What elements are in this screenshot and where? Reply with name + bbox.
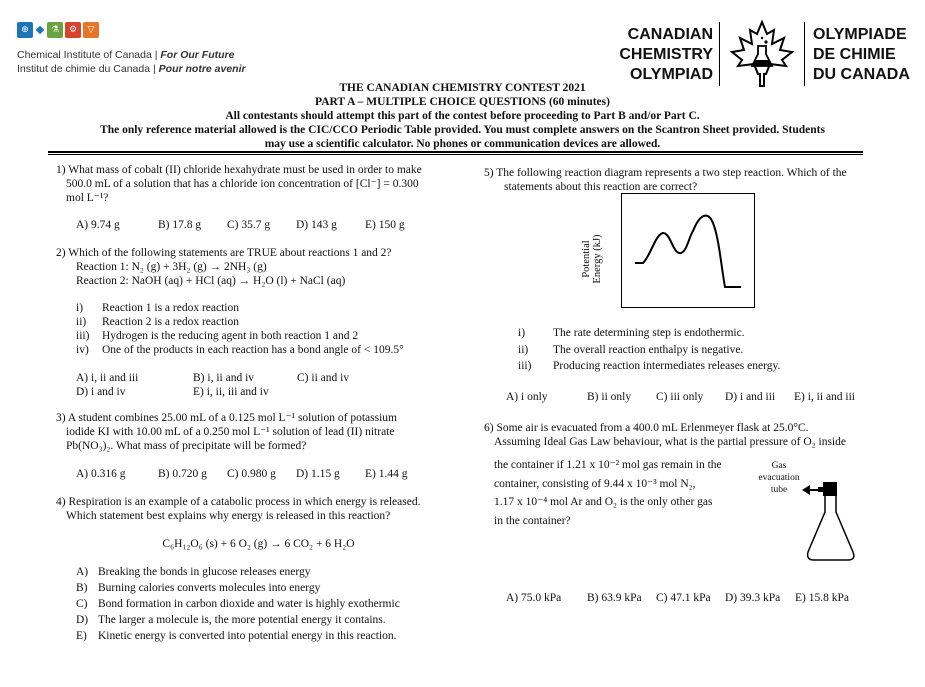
cco-title-fr: OLYMPIADE DE CHIMIE DU CANADA (813, 26, 910, 83)
diamond-icon (36, 26, 44, 34)
question-3-options (76, 467, 456, 481)
gas-tube-label: Gas evacuation tube (758, 461, 800, 495)
option-d[interactable]: D) 1.15 g (296, 468, 340, 480)
cic-tagline-en: For Our Future (160, 49, 235, 61)
question-6-options (506, 591, 886, 605)
option-e[interactable]: E) i, ii, iii and iv (193, 386, 269, 398)
question-5-options (506, 390, 886, 404)
cco-title-en: CANADIAN CHEMISTRY OLYMPIAD (619, 26, 713, 83)
arrow-left-icon (802, 485, 810, 495)
respiration-equation: C₆H₁₂O₆ (s) + 6 O₂ (g) → 6 CO₂ + 6 H₂O (162, 538, 355, 550)
question-6-body: the container if 1.21 x 10⁻² mol gas remain in the container, consisting of 9.44 x 10⁻³ mol N₂, 1.17 x 10⁻⁴ mol Ar and O₂ is the only other gas in the container? (494, 459, 722, 527)
option-b[interactable]: B) Burning calories converts molecules into energy (76, 582, 321, 594)
cic-name-en: Chemical Institute of Canada | (17, 49, 158, 61)
question-5: 5) The following reaction diagram represents a two step reaction. Which of the statements about this reaction are correct? (484, 167, 847, 193)
divider (48, 151, 863, 153)
option-a[interactable]: A) i only (506, 391, 548, 403)
divider (48, 154, 863, 155)
option-e[interactable]: E) 150 g (365, 219, 405, 231)
csct-logo-icon: ▽ (83, 22, 99, 38)
erlenmeyer-flask-illustration (796, 468, 864, 566)
question-2-options (76, 371, 456, 401)
option-a[interactable]: A) 9.74 g (76, 219, 120, 231)
option-d[interactable]: D) i and iii (725, 391, 776, 403)
divider (719, 22, 720, 86)
option-b[interactable]: B) ii only (587, 391, 632, 403)
divider (804, 22, 805, 86)
question-1: 1) What mass of cobalt (II) chloride hexahydrate must be used in order to make 500.0 mL of a solution that has a chloride ion concentration of [Cl⁻] = 0.300 mol L⁻¹? (56, 164, 422, 204)
option-c[interactable]: C) Bond formation in carbon dioxide and water is highly exothermic (76, 598, 400, 610)
statement: iii) Producing reaction intermediates releases energy. (518, 360, 781, 372)
option-c[interactable]: C) 47.1 kPa (656, 592, 711, 604)
option-e[interactable]: E) 15.8 kPa (795, 592, 849, 604)
ccce-logo-icon: ⚙ (65, 22, 81, 38)
cic-tagline-fr: Pour notre avenir (158, 63, 246, 75)
option-d[interactable]: D) 143 g (296, 219, 337, 231)
option-b[interactable]: B) 0.720 g (158, 468, 207, 480)
option-a[interactable]: A) i, ii and iii (76, 372, 139, 384)
option-c[interactable]: C) 35.7 g (227, 219, 271, 231)
maple-leaf-flask-icon (726, 18, 798, 90)
question-4: 4) Respiration is an example of a catabolic process in which energy is released. Which statement best explains why energy is released in this reaction? (56, 496, 421, 522)
statement: ii) The overall reaction enthalpy is negative. (518, 343, 744, 356)
cic-name-fr: Institut de chimie du Canada | (17, 63, 156, 75)
option-e[interactable]: E) 1.44 g (365, 468, 408, 480)
option-c[interactable]: C) 0.980 g (227, 468, 276, 480)
contest-title: THE CANADIAN CHEMISTRY CONTEST 2021 PART A – MULTIPLE CHOICE QUESTIONS (60 minutes) All contestants should attempt this part of the contest before proceeding to Part B and/or Part C. The only reference material allowed is the CIC/CCO Periodic Table provided. You must complete answers on the Scantron Sheet provided. Students may use a scientific calculator. No phones or communication devices are allowed. (100, 82, 825, 150)
question-3: 3) A student combines 25.00 mL of a 0.125 mol L⁻¹ solution of potassium iodide KI with 10.00 mL of a 0.250 mol L⁻¹ solution of lead (II) nitrate Pb(NO₃)₂. What mass of precipitate will be formed? (56, 412, 397, 452)
energy-axis-label: Potential Energy (kJ) (581, 234, 603, 284)
statement: ii) Reaction 2 is a redox reaction (76, 316, 239, 328)
statement: i) Reaction 1 is a redox reaction (76, 302, 239, 314)
question-4-options (76, 564, 476, 644)
reaction-1: Reaction 1: N₂ (g) + 3H₂ (g) → 2NH₃ (g) (76, 261, 267, 273)
option-a[interactable]: A) Breaking the bonds in glucose releases energy (76, 566, 311, 578)
cic-logo-strip (17, 22, 99, 38)
csc-logo-icon: ⚗ (47, 22, 63, 38)
option-e[interactable]: E) Kinetic energy is converted into potential energy in this reaction. (76, 630, 397, 642)
option-b[interactable]: B) 17.8 g (158, 219, 202, 231)
question-1-options (76, 218, 456, 232)
option-d[interactable]: D) The larger a molecule is, the more potential energy it contains. (76, 614, 386, 626)
cic-text (17, 48, 246, 76)
option-c[interactable]: C) iii only (656, 391, 704, 403)
statement: iii) Hydrogen is the reducing agent in both reaction 1 and 2 (76, 330, 359, 342)
statement: i) The rate determining step is endothermic. (518, 327, 745, 339)
reaction-2: Reaction 2: NaOH (aq) + HCl (aq) → H₂O (l) + NaCl (aq) (76, 275, 346, 287)
option-d[interactable]: D) i and iv (76, 386, 126, 398)
option-d[interactable]: D) 39.3 kPa (725, 592, 781, 604)
option-c[interactable]: C) ii and iv (297, 372, 350, 384)
option-e[interactable]: E) i, ii and iii (794, 391, 856, 403)
reaction-energy-diagram (621, 193, 755, 308)
option-a[interactable]: A) 0.316 g (76, 468, 126, 480)
question-6: 6) Some air is evacuated from a 400.0 mL Erlenmeyer flask at 25.0°C. Assuming Ideal Gas Law behaviour, what is the partial pressure of O₂ inside (484, 422, 846, 448)
question-2: 2) Which of the following statements are TRUE about reactions 1 and 2? Reaction 1: N₂ (g) + 3H₂ (g) → 2NH₃ (g) Reaction 2: NaOH (aq) + HCl (aq) → H₂O (l) + NaCl (aq) (56, 246, 456, 288)
option-b[interactable]: B) 63.9 kPa (587, 592, 642, 604)
question-2-statements (76, 301, 476, 357)
question-5-statements (518, 325, 898, 375)
cic-logo-icon: ⊕ (17, 22, 33, 38)
statement: iv) One of the products in each reaction has a bond angle of < 109.5° (76, 344, 404, 356)
option-a[interactable]: A) 75.0 kPa (506, 592, 562, 604)
option-b[interactable]: B) i, ii and iv (193, 372, 255, 384)
